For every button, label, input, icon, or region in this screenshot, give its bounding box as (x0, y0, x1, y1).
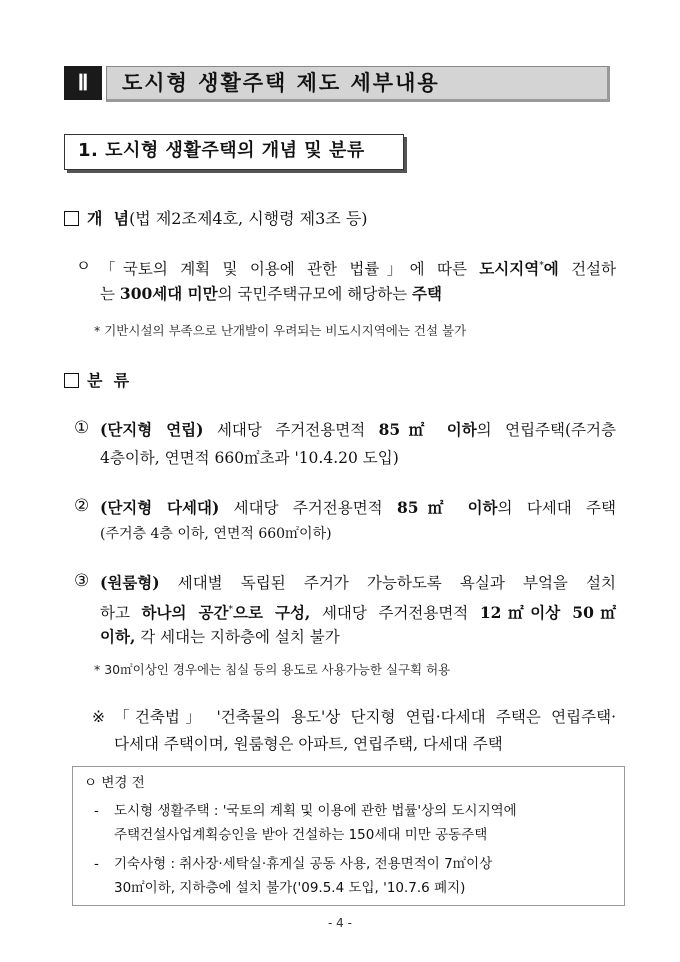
concept-urban-area: 도시지역 (479, 259, 540, 279)
item-3-single-space: 하나의 공간 (141, 603, 229, 623)
item-3-text: 세대별 독립된 주거가 가능하도록 욕실과 부엌을 설치 (177, 574, 616, 592)
before-item-1-dash: - (94, 803, 99, 819)
concept-line-2 (100, 281, 616, 307)
footnote-star: * (539, 261, 544, 271)
before-item-2-line-2: 30㎡이하, 지하층에 설치 불가('09.5.4 도입, '10.7.6 폐지) (114, 880, 466, 896)
reference-line-1: 「건축법」 '건축물의 용도'상 단지형 연립·다세대 주택은 연립주택· (114, 708, 616, 726)
footnote-star: * (228, 605, 233, 615)
concept-heading-ref: (법 제2조제4호, 시행령 제3조 등) (129, 209, 368, 228)
item-1-area: 85㎡ 이하 (378, 420, 477, 439)
item-3-composed: 으로 구성, (232, 603, 311, 623)
item-2-text: 세대당 주거전용면적 (233, 499, 383, 517)
concept-line1-end: 건설하 (571, 260, 616, 279)
item-3-footnote: * 30㎡이상인 경우에는 침실 등의 용도로 사용가능한 실구획 허용 (94, 662, 451, 677)
concept-footnote: * 기반시설의 부족으로 난개발이 우려되는 비도시지역에는 건설 불가 (94, 323, 467, 338)
item-2-line-1 (100, 495, 616, 521)
classification-heading-label: 분 류 (87, 371, 130, 390)
item-3-line3-text: 각 세대는 지하층에 설치 불가 (140, 628, 340, 646)
item-1-line-2: 4층이하, 연면적 660㎡초과 '10.4.20 도입) (100, 449, 399, 467)
item-1-type: (단지형 연립) (100, 420, 204, 439)
before-item-1-line-1: 도시형 생활주택 : '국토의 계획 및 이용에 관한 법률'상의 도시지역에 (114, 803, 517, 819)
item-3-type: (원룸형) (100, 573, 160, 592)
before-item-2-dash: - (94, 856, 99, 872)
item-2-area: 85㎡ 이하 (396, 498, 498, 517)
item-2-type: (단지형 다세대) (100, 498, 220, 517)
item-3-line2-mid: 세대당 주거전용면적 (321, 604, 469, 623)
concept-line2-mid: 의 국민주택규모에 해당하는 (217, 285, 408, 303)
checkbox-square-icon (64, 373, 79, 388)
concept-line2-text: 는 (100, 285, 115, 303)
item-1-text-2: 의 연립주택(주거층 (476, 421, 616, 439)
item-2-number: ② (74, 496, 90, 516)
concept-heading-label: 개 념 (87, 209, 130, 228)
item-3-area: 12㎡이상 50㎡ (479, 603, 617, 623)
item-3-number: ③ (74, 571, 90, 591)
before-item-2-line-1: 기숙사형 : 취사장·세탁실·휴게실 공동 사용, 전용면적이 7㎡이상 (114, 856, 493, 872)
concept-bullet: ㅇ (76, 257, 91, 275)
reference-mark: ※ (92, 708, 105, 726)
section-title: 1. 도시형 생활주택의 개념 및 분류 (78, 140, 365, 161)
before-change-title: ㅇ 변경 전 (84, 775, 145, 791)
reference-line-2: 다세대 주택이며, 원룸형은 아파트, 연립주택, 다세대 주택 (114, 735, 503, 753)
item-2-line-2: (주거층 4층 이하, 연면적 660㎡이하) (100, 526, 332, 542)
before-item-1-line-2: 주택건설사업계획승인을 받아 건설하는 150세대 미만 공동주택 (114, 827, 488, 843)
item-1-text: 세대당 주거전용면적 (216, 421, 366, 439)
concept-household-limit: 300세대 미만 (119, 284, 218, 303)
classification-heading (64, 370, 129, 392)
concept-housing: 주택 (412, 284, 442, 303)
item-2-text-2: 의 다세대 주택 (497, 499, 616, 517)
item-3-area-end: 이하, (100, 627, 136, 646)
chapter-number: Ⅱ (64, 66, 102, 100)
item-3-line-3 (100, 624, 340, 650)
item-3-line2-pre: 하고 (100, 604, 130, 623)
item-3-line-2 (100, 597, 616, 626)
item-1-number: ① (74, 418, 90, 438)
concept-line-1 (100, 253, 616, 282)
item-3-line-1 (100, 570, 616, 596)
concept-heading (64, 208, 368, 230)
chapter-title: 도시형 생활주택 제도 세부내용 (122, 71, 440, 95)
item-1-line-1 (100, 417, 616, 443)
concept-line1-bold-suffix: 에 (543, 259, 559, 279)
concept-line1-text: 「국토의 계획 및 이용에 관한 법률」에 따른 (100, 260, 467, 279)
checkbox-square-icon (64, 211, 79, 226)
page-number: - 4 - (328, 916, 352, 930)
